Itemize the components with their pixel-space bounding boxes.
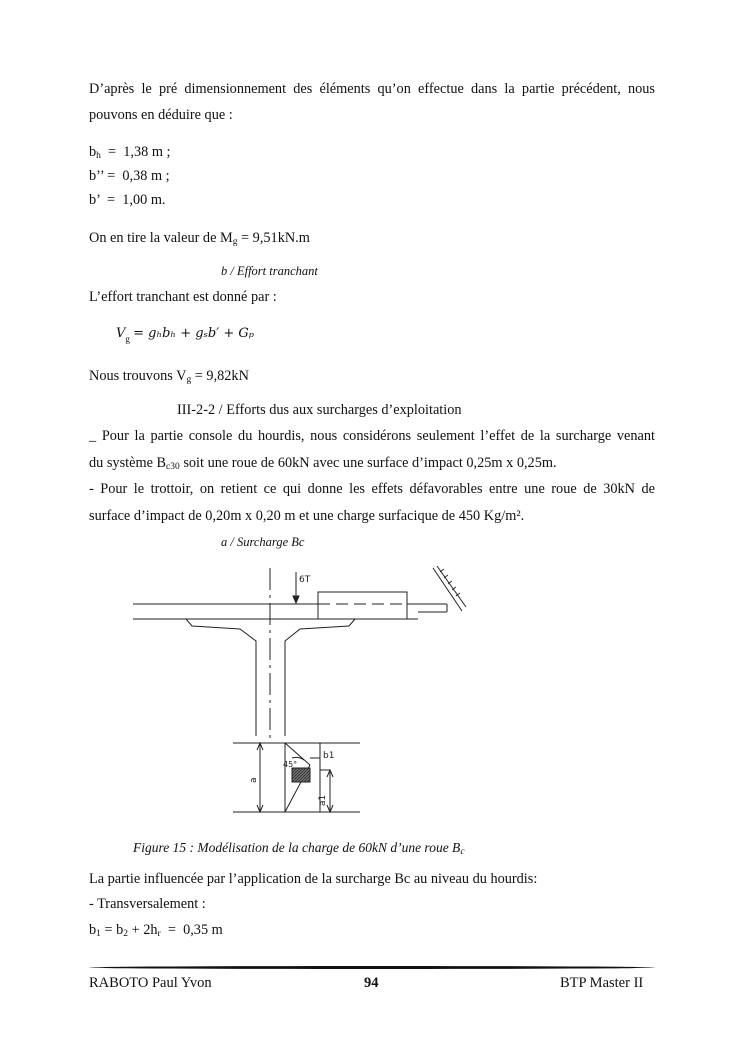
impact-surface — [292, 768, 310, 782]
b1-formula: b1 = b2 + 2hr = 0,35 m — [89, 922, 223, 939]
dim-b-prime: b’ = 1,00 m. — [89, 192, 166, 208]
mg-value-line: On en tire la valeur de Mg = 9,51kN.m — [89, 230, 310, 247]
footer-rule — [89, 966, 655, 969]
intro-line-1: D’après le pré dimensionnement des éléments qu’on effectue dans la partie précédent, nous — [89, 81, 655, 97]
influence-line: La partie influencée par l’application de la surcharge Bc au niveau du hourdis: — [89, 871, 538, 887]
wheel-block — [318, 592, 407, 619]
para1-line-2: du système Bc30 soit une roue de 60kN avec une surface d’impact 0,25m x 0,25m. — [89, 455, 557, 472]
footer-page-number: 94 — [364, 975, 379, 991]
label-45: 45° — [283, 760, 298, 769]
label-b1: b1 — [323, 751, 335, 761]
section-heading-iii-2-2: III-2-2 / Efforts dus aux surcharges d’exploitation — [177, 402, 462, 418]
dim-bh: bh = 1,38 m ; — [89, 144, 171, 161]
para2-line-2: surface d’impact de 0,20m x 0,20 m et une charge surfacique de 450 Kg/m². — [89, 508, 525, 524]
label-6t: 6T — [299, 575, 311, 585]
footer-author: RABOTO Paul Yvon — [89, 975, 212, 991]
label-a1: a1 — [318, 794, 328, 806]
intro-line-2: pouvons en déduire que : — [89, 107, 233, 123]
figure-caption: Figure 15 : Modélisation de la charge de 60kN d’une roue Bc — [133, 840, 465, 857]
section-heading-b: b / Effort tranchant — [221, 264, 318, 278]
haunch-left — [186, 619, 256, 736]
vg-value-line: Nous trouvons Vg = 9,82kN — [89, 368, 249, 385]
label-a: a — [249, 777, 259, 783]
transversal-line: - Transversalement : — [89, 896, 206, 912]
para2-line-1: - Pour le trottoir, on retient ce qui donne les effets défavorables entre une roue de 30kN de — [89, 481, 655, 497]
para1-line-1: _ Pour la partie console du hourdis, nous considérons seulement l’effet de la surcharge venant — [89, 428, 655, 444]
footer-program: BTP Master II — [560, 975, 644, 991]
shear-formula: $V_g = g_hb_h + g_sb' + G_p$ — [116, 326, 254, 344]
section-heading-a: a / Surcharge Bc — [221, 535, 305, 549]
shear-intro: L’effort tranchant est donné par : — [89, 289, 277, 305]
dim-b-double-prime: b’’ = 0,38 m ; — [89, 168, 170, 184]
haunch-right — [285, 619, 355, 736]
